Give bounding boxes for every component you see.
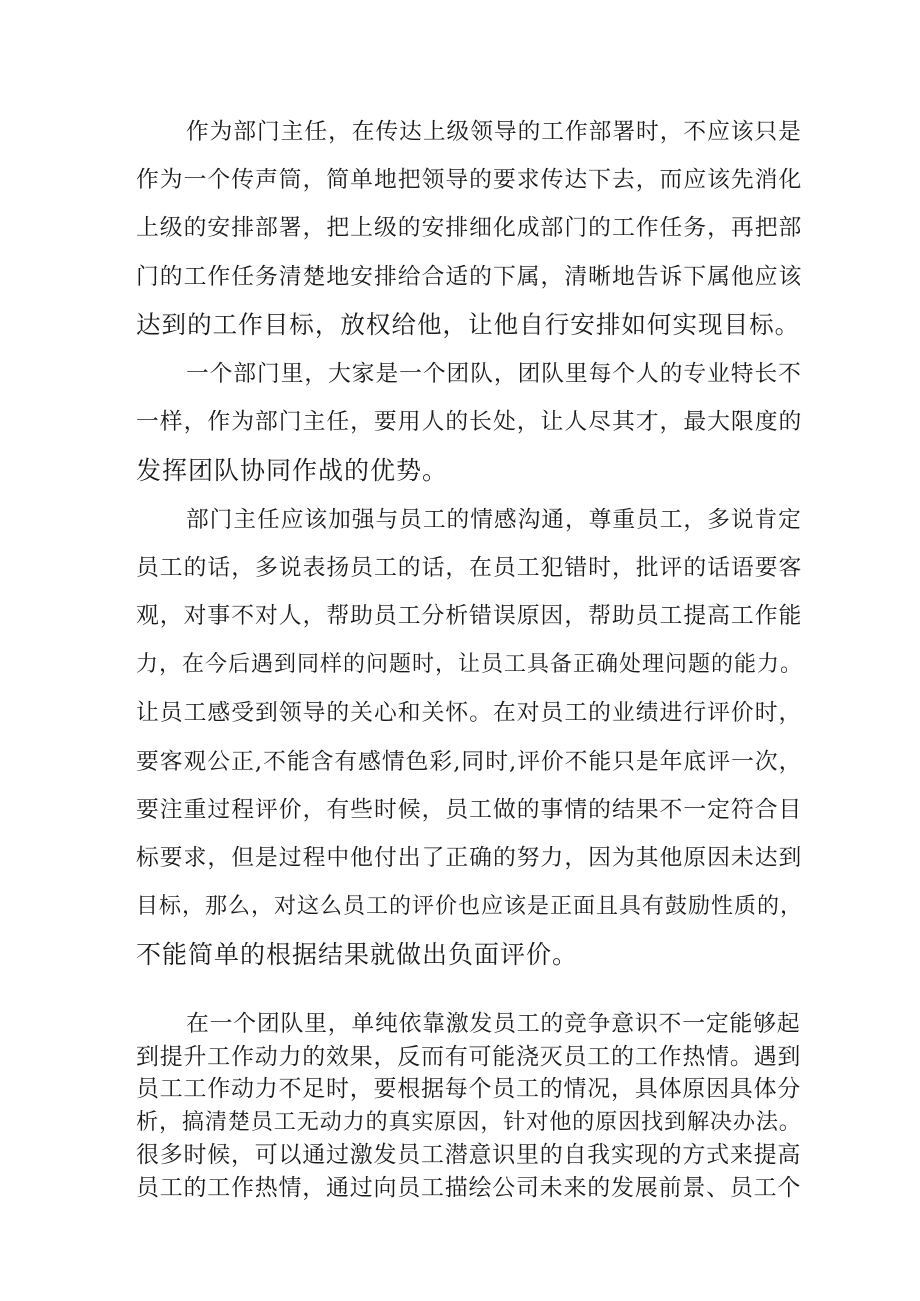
paragraph-4-line-2: 到提升工作动力的效果，反而有可能浇灭员工的工作热情。遇到 [136, 1044, 802, 1070]
paragraph-4-line-4: 析，搞清楚员工无动力的真实原因，针对他的原因找到解决办法。 [136, 1109, 802, 1135]
paragraph-3-line-1: 部门主任应该加强与员工的情感沟通，尊重员工，多说肯定 [186, 507, 802, 533]
paragraph-3-line-4: 力，在今后遇到同样的问题时，让员工具备正确处理问题的能力。 [136, 652, 804, 677]
paragraph-4-line-3: 员工工作动力不足时，要根据每个员工的情况，具体原因具体分 [136, 1076, 802, 1102]
paragraph-3-line-9: 目标，那么，对这么员工的评价也应该是正面且具有鼓励性质的， [136, 894, 804, 919]
paragraph-3-line-7: 要注重过程评价，有些时候，员工做的事情的结果不一定符合目 [136, 797, 803, 823]
paragraph-4-line-1: 在一个团队里，单纯依靠激发员工的竞争意识不一定能够起 [186, 1011, 801, 1037]
paragraph-4-line-6: 员工的工作热情，通过向员工描绘公司未来的发展前景、员工个 [136, 1175, 802, 1201]
paragraph-3-line-6: 要客观公正,不能含有感情色彩,同时,评价不能只是年底评一次， [136, 749, 803, 775]
paragraph-3-line-10: 不能简单的根据结果就做出负面评价。 [136, 940, 579, 969]
paragraph-2-line-2: 一样，作为部门主任，要用人的长处，让人尽其才，最大限度的 [136, 409, 803, 435]
paragraph-4-line-5: 很多时候，可以通过激发员工潜意识里的自我实现的方式来提高 [136, 1142, 802, 1168]
paragraph-3-line-2: 员工的话，多说表扬员工的话，在员工犯错时，批评的话语要客 [136, 555, 803, 581]
paragraph-1-line-1: 作为部门主任，在传达上级领导的工作部署时，不应该只是 [186, 119, 802, 145]
paragraph-1-line-5: 达到的工作目标，放权给他，让他自行安排如何实现目标。 [136, 310, 801, 339]
paragraph-3-line-3: 观，对事不对人，帮助员工分析错误原因，帮助员工提高工作能 [136, 603, 803, 629]
paragraph-2-line-1: 一个部门里，大家是一个团队，团队里每个人的专业特长不 [186, 361, 802, 387]
paragraph-3-line-8: 标要求，但是过程中他付出了正确的努力，因为其他原因未达到 [136, 845, 803, 871]
paragraph-1-line-3: 上级的安排部署，把上级的安排细化成部门的工作任务，再把部 [136, 215, 803, 241]
paragraph-1-line-2: 作为一个传声筒，简单地把领导的要求传达下去，而应该先消化 [136, 167, 803, 193]
paragraph-2-line-3: 发挥团队协同作战的优势。 [136, 456, 449, 485]
paragraph-1-line-4: 门的工作任务清楚地安排给合适的下属，清晰地告诉下属他应该 [136, 264, 803, 290]
paragraph-3-line-5: 让员工感受到领导的关心和关怀。在对员工的业绩进行评价时， [136, 700, 803, 726]
